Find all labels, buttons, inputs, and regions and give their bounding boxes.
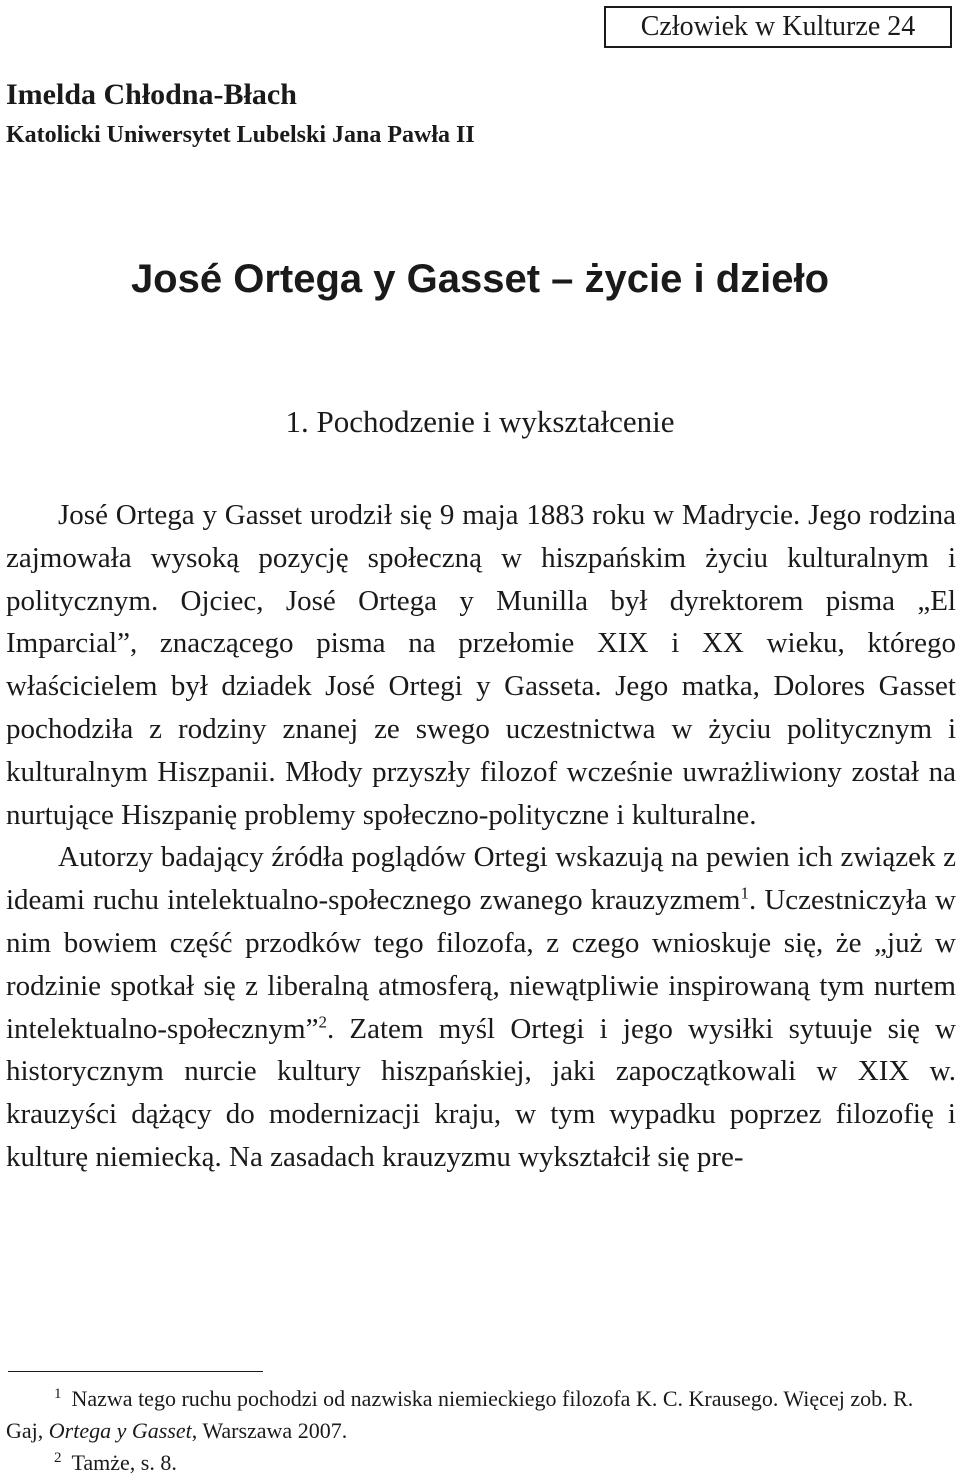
footnote-2-number: 2 [54, 1449, 62, 1466]
footnote-ref-1[interactable]: 1 [740, 883, 749, 903]
paragraph-1: José Ortega y Gasset urodził się 9 maja 1883 roku w Madrycie. Jego rodzina zajmowała wysoką pozycję społeczną w hiszpańskim życiu kulturalnym i politycznym. Ojciec, José Ortega y Munilla był dyrektorem pisma „El Imparcial”, znaczącego pisma na przełomie XIX i XX wieku, którego właścicielem był dziadek José Ortegi y Gasseta. Jego matka, Dolores Gasset pochodziła z rodziny znanej ze swego uczestnictwa w życiu politycznym i kulturalnym Hiszpanii. Młody przyszły filozof wcześnie uwrażliwiony został na nurtujące Hiszpanię problemy społeczno-polityczne i kulturalne. [6, 499, 956, 831]
footnote-1-text: , Warszawa 2007. [191, 1418, 348, 1443]
footnote-1-number: 1 [54, 1385, 62, 1402]
journal-issue-label: Człowiek w Kulturze 24 [604, 6, 952, 48]
footnote-2 [6, 1447, 956, 1479]
footnote-ref-2[interactable]: 2 [318, 1011, 327, 1031]
paragraph-2-text: . Zatem myśl Ortegi i jego wysiłki sytuuje się w historycznym nurcie kultury hiszpańskiej, jaki zapoczątkowali w XIX w. krauzyści dążący do modernizacji kraju, w tym wypadku poprzez filozofię i kulturę niemiecką. Na zasadach krauzyzmu wykształcił się pre- [6, 1012, 956, 1173]
paragraph-2-text: . Uczestniczyła w nim bowiem część przodków tego filozofa, z czego wnioskuje się, że „już w rodzinie spotkał się z liberalną atmosferą, niewątpliwie inspirowaną tym nurtem intelektualno-społecznym” [6, 884, 956, 1045]
footnote-1-text: Nazwa tego ruchu pochodzi od nazwiska niemieckiego filozofa K. C. Krausego. Więcej zob. R. Gaj, [6, 1386, 914, 1443]
footnotes [6, 1383, 956, 1479]
article-body [6, 494, 956, 1179]
paragraph-2-text: Autorzy badający źródła poglądów Ortegi wskazują na pewien ich związek z ideami ruchu intelektualno-społecznego zwanego krauzyzmem [6, 841, 956, 917]
author-name: Imelda Chłodna-Błach [6, 78, 297, 111]
author-affiliation: Katolicki Uniwersytet Lubelski Jana Pawła II [6, 122, 475, 148]
article-title: José Ortega y Gasset – życie i dzieło [130, 257, 830, 301]
footnote-divider [8, 1371, 263, 1372]
section-heading: 1. Pochodzenie i wykształcenie [285, 404, 675, 439]
footnote-1 [6, 1383, 956, 1447]
footnote-1-book-title: Ortega y Gasset [48, 1418, 192, 1443]
paragraph-2 [6, 836, 956, 1178]
footnote-2-text: Tamże, s. 8. [71, 1450, 177, 1475]
